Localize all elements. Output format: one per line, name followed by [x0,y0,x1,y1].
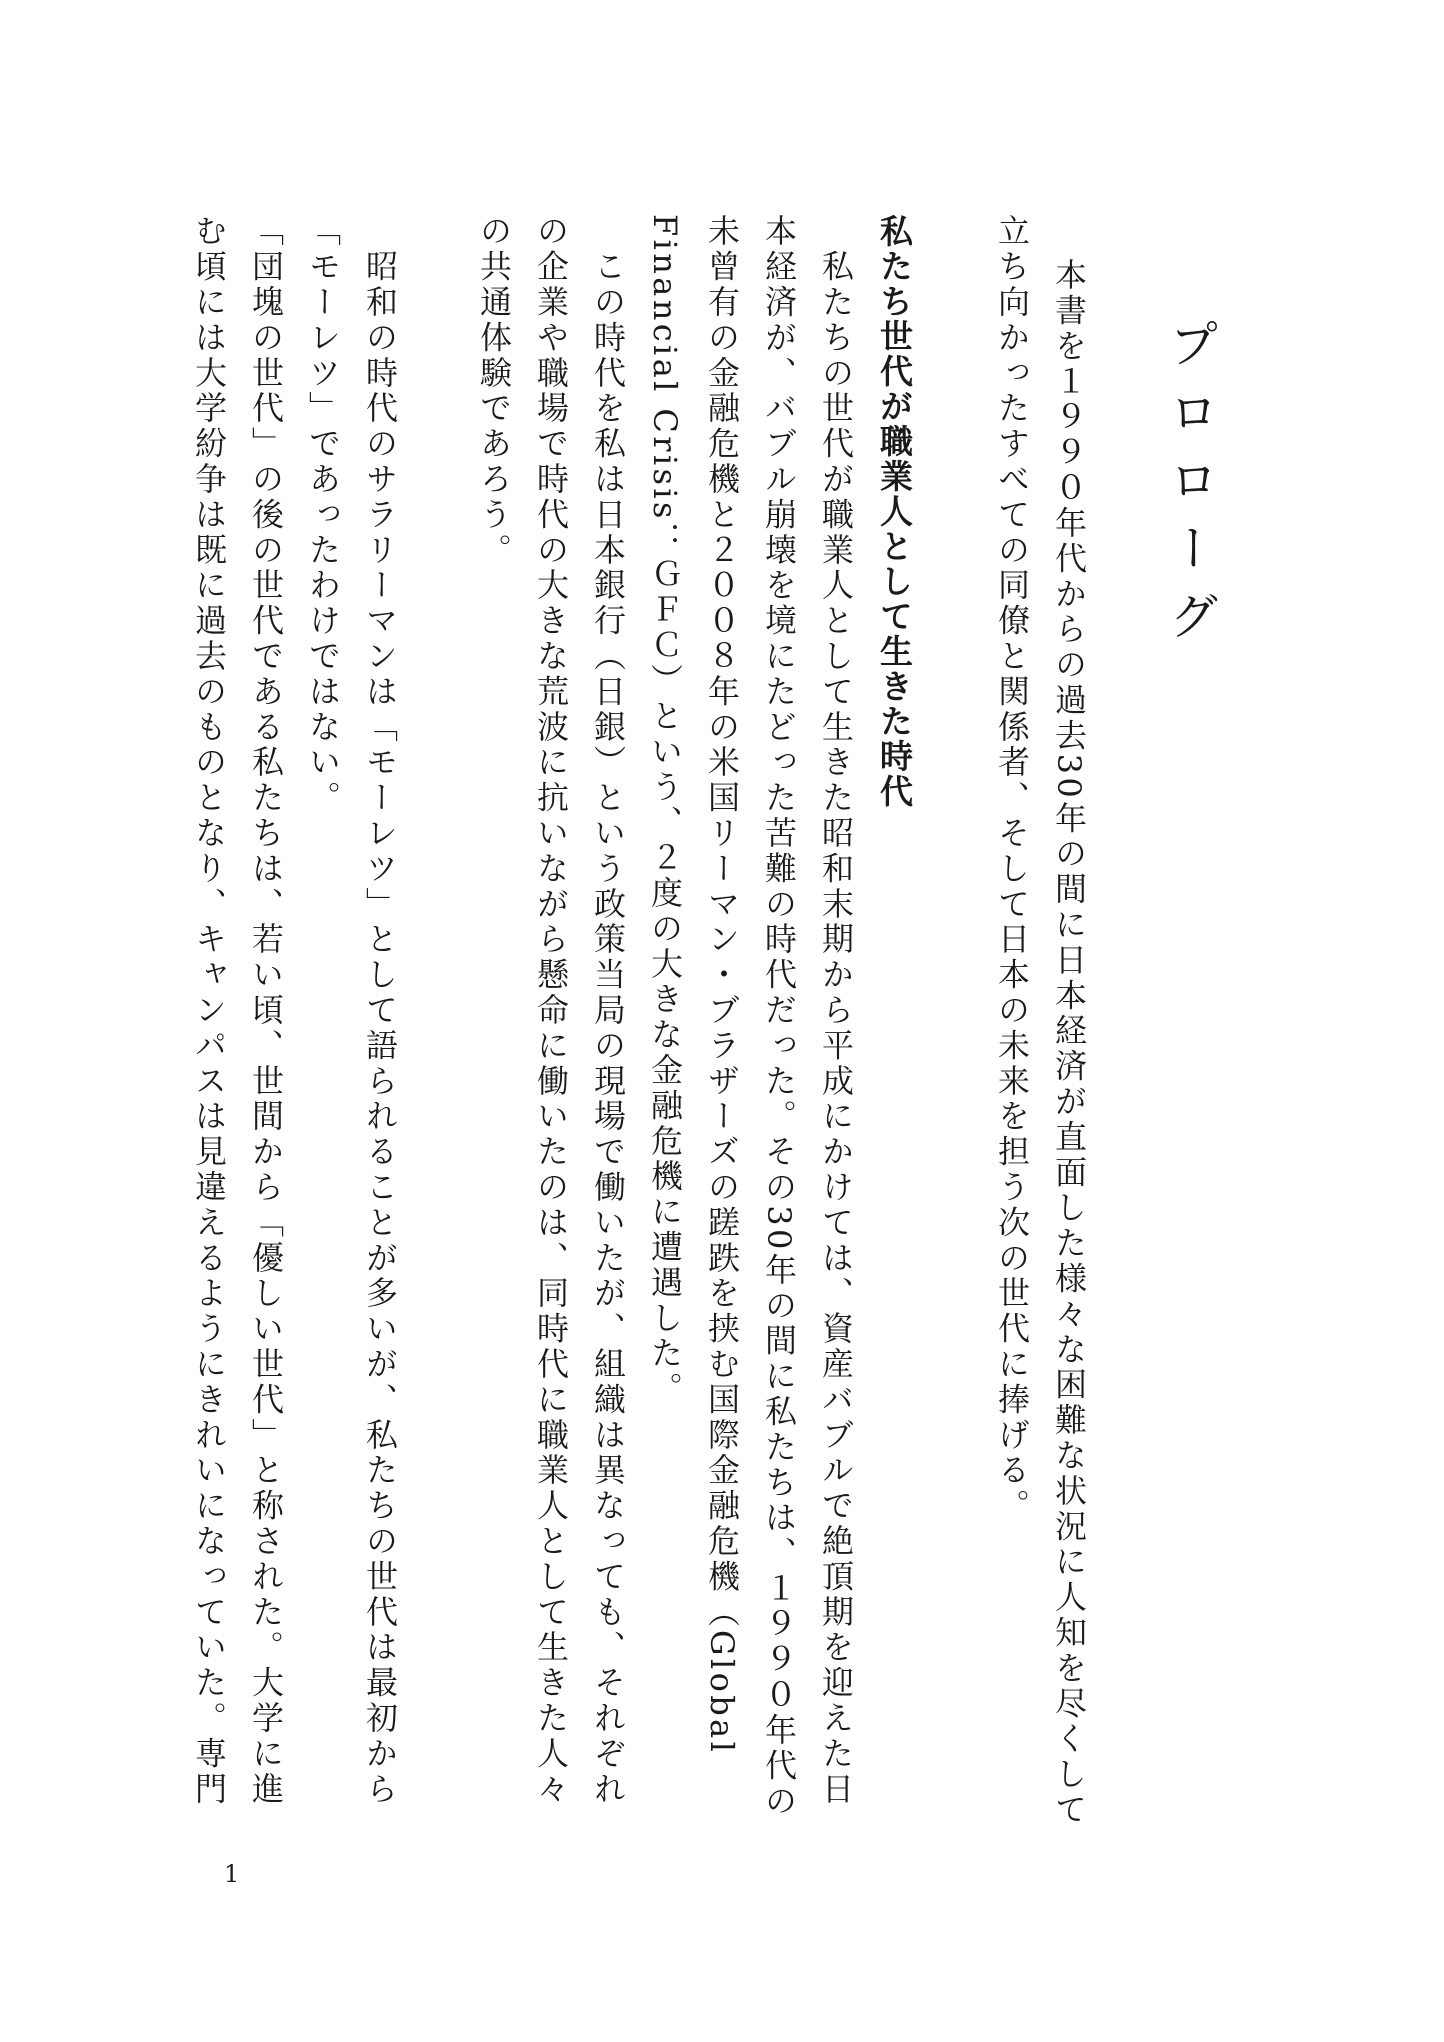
paragraph2-line-1: この時代を私は日本銀行（日銀）という政策当局の現場で働いたが、組織は異なっても、それぞれ [589,214,627,1807]
paragraph3-line-4: む頃には大学紛争は既に過去のものとなり、キャンパスは見違えるようにきれいになっていた。専門 [190,214,228,1807]
page-number: 1 [224,1860,240,1888]
paragraph1-line-1: 私たちの世代が職業人として生きた昭和末期から平成にかけては、資産バブルで絶頂期を迎えた日 [817,214,855,1807]
prologue-title: プロローグ [1161,318,1219,658]
dedication-line-1: 本書を１９９０年代からの過去30年の間に日本経済が直面した様々な困難な状況に人知を尽くして [1050,258,1088,1828]
dedication-line-2: 立ち向かったすべての同僚と関係者、そして日本の未来を担う次の世代に捧げる。 [993,214,1031,1524]
paragraph3-line-3: 「団塊の世代」の後の世代である私たちは、若い頃、世間から「優しい世代」と称された。大学に進 [247,214,285,1807]
section-heading: 私たち世代が職業人として生きた時代 [875,214,914,809]
paragraph2-line-2: の企業や職場で時代の大きな荒波に抗いながら懸命に働いたのは、同時代に職業人として生きた人々 [532,214,570,1807]
paragraph3-line-2: 「モーレツ」であったわけではない。 [304,214,342,816]
paragraph1-line-3: 未曾有の金融危機と２００８年の米国リーマン・ブラザーズの蹉跌を挟む国際金融危機（Global [703,214,741,1756]
paragraph2-line-3: の共通体験であろう。 [475,214,513,568]
paragraph3-line-1: 昭和の時代のサラリーマンは「モーレツ」として語られることが多いが、私たちの世代は最初から [361,214,399,1807]
paragraph1-line-2: 本経済が、バブル崩壊を境にたどった苦難の時代だった。その30年の間に私たちは、１９９０年代の [760,214,798,1820]
paragraph1-line-4: Financial Crisis：ＧＦＣ）という、２度の大きな金融危機に遭遇した。 [646,214,684,1407]
